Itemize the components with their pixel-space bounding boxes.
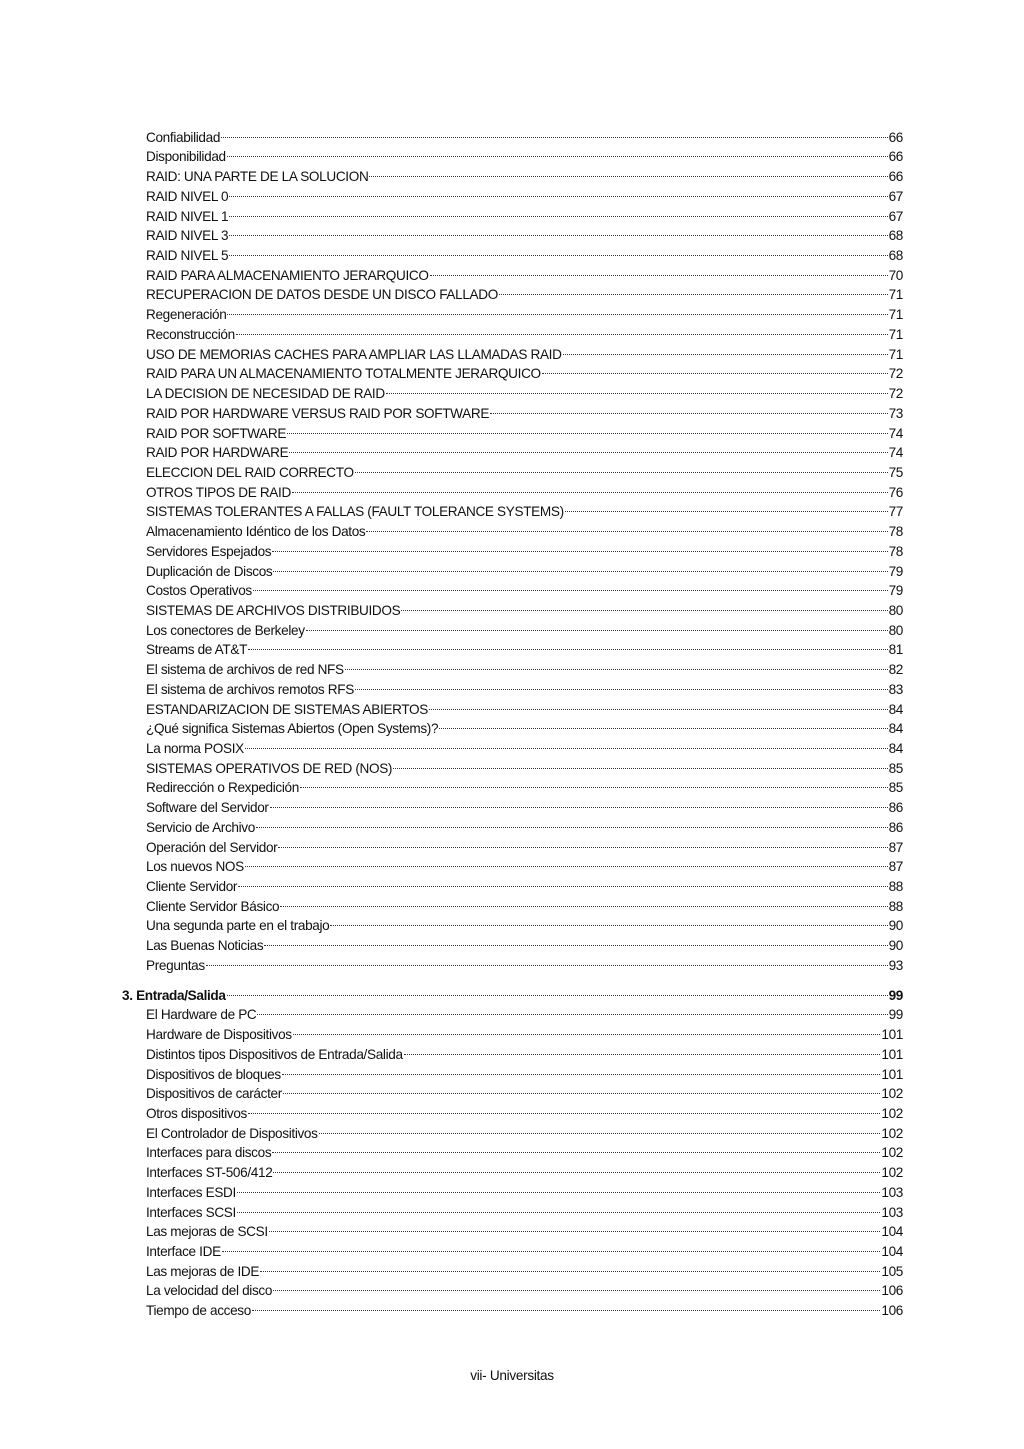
toc-entry-title: ESTANDARIZACION DE SISTEMAS ABIERTOS	[146, 701, 428, 717]
toc-entry-title: Preguntas	[146, 957, 205, 973]
toc-entry-title: LA DECISION DE NECESIDAD DE RAID	[146, 386, 385, 402]
toc-entry-title: Otros dispositivos	[146, 1105, 247, 1121]
toc-leader-dots	[245, 852, 888, 872]
toc-leader-dots	[270, 792, 888, 812]
toc-leader-dots	[236, 319, 888, 339]
toc-entry[interactable]	[0, 773, 903, 796]
toc-leader-dots	[278, 832, 887, 852]
toc-entry-title: Hardware de Dispositivos	[146, 1027, 292, 1043]
toc-entry-title: Tiempo de acceso	[146, 1303, 251, 1319]
toc-entry-page: 81	[888, 642, 903, 658]
toc-entry-title: RAID NIVEL 3	[146, 228, 229, 244]
toc-leader-dots	[229, 240, 887, 260]
toc-leader-dots	[300, 773, 888, 793]
toc-entry-title: Cliente Servidor	[146, 879, 238, 895]
toc-leader-dots	[260, 1256, 880, 1276]
toc-entry-page: 106	[881, 1283, 903, 1299]
toc-entry-title: RAID NIVEL 0	[146, 188, 229, 204]
toc-leader-dots	[227, 142, 888, 162]
toc-leader-dots	[542, 359, 888, 379]
toc-leader-dots	[386, 378, 888, 398]
toc-entry-title: Las Buenas Noticias	[146, 938, 264, 954]
toc-leader-dots	[330, 911, 887, 931]
page-footer: vii- Universitas	[470, 1368, 554, 1383]
toc-entry-title: ¿Qué significa Sistemas Abiertos (Open Systems)?	[146, 721, 439, 737]
toc-leader-dots	[229, 181, 887, 201]
toc-leader-dots	[238, 871, 887, 891]
toc-entry-page: 93	[888, 957, 903, 973]
toc-entry-title: RAID POR HARDWARE VERSUS RAID POR SOFTWARE	[146, 405, 490, 421]
toc-entry-page: 84	[888, 741, 903, 756]
toc-entry[interactable]	[0, 733, 903, 756]
toc-entry-page: 101	[881, 1027, 903, 1043]
toc-leader-dots	[269, 1217, 881, 1237]
toc-entry-title: Los nuevos NOS	[146, 859, 244, 875]
toc-entry[interactable]	[0, 615, 903, 638]
toc-entry-title: USO DE MEMORIAS CACHES PARA AMPLIAR LAS LLAMADAS RAID	[146, 346, 562, 362]
toc-entry-title: Reconstrucción	[146, 326, 235, 342]
toc-entry[interactable]	[0, 1079, 903, 1102]
toc-entry[interactable]	[0, 1276, 903, 1299]
toc-entry-title: ELECCION DEL RAID CORRECTO	[146, 464, 354, 480]
toc-entry[interactable]	[0, 1177, 903, 1200]
toc-entry[interactable]	[0, 1217, 903, 1240]
toc-leader-dots	[292, 477, 888, 497]
toc-entry[interactable]	[0, 339, 903, 362]
toc-leader-dots	[369, 161, 887, 181]
toc-leader-dots	[252, 1295, 880, 1315]
toc-entry[interactable]	[0, 1138, 903, 1161]
toc-leader-dots	[272, 1138, 880, 1158]
toc-entry-page: 71	[888, 346, 903, 362]
toc-entry-page: 84	[888, 701, 903, 717]
toc-entry-title: SISTEMAS OPERATIVOS DE RED (NOS)	[146, 760, 393, 776]
toc-entry[interactable]	[0, 398, 903, 421]
toc-entry[interactable]	[0, 221, 903, 244]
toc-entry-title: Confiabilidad	[146, 129, 221, 145]
toc-entry-title: RAID POR SOFTWARE	[146, 425, 287, 441]
toc-entry[interactable]	[0, 852, 903, 875]
toc-entry-title: La norma POSIX	[146, 741, 244, 756]
toc-leader-dots	[430, 260, 888, 280]
toc-entry[interactable]	[0, 477, 903, 500]
toc-entry-title: Interfaces ST-506/412	[146, 1165, 273, 1181]
toc-leader-dots	[345, 654, 888, 674]
toc-entry-page: 90	[888, 938, 903, 954]
toc-entry-title: RAID PARA UN ALMACENAMIENTO TOTALMENTE JERARQUICO	[146, 366, 541, 382]
toc-leader-dots	[245, 733, 888, 753]
toc-leader-dots	[289, 438, 887, 458]
toc-entry-title: OTROS TIPOS DE RAID	[146, 484, 291, 500]
toc-leader-dots	[287, 418, 888, 438]
toc-leader-dots	[366, 516, 887, 536]
toc-leader-dots	[273, 1276, 880, 1296]
toc-entry[interactable]	[0, 457, 903, 480]
toc-leader-dots	[393, 753, 887, 773]
toc-entry-title: Las mejoras de SCSI	[146, 1224, 268, 1240]
toc-leader-dots	[256, 812, 888, 832]
toc-entry[interactable]	[0, 516, 903, 540]
toc-entry-page: 77	[888, 504, 903, 520]
toc-entry-page: 85	[888, 760, 903, 776]
toc-leader-dots	[222, 1236, 881, 1256]
toc-entry-title: Software del Servidor	[146, 800, 269, 816]
toc-entry-page: 79	[888, 563, 903, 579]
toc-entry-page: 90	[888, 918, 903, 934]
toc-entry-title: Los conectores de Berkeley	[146, 622, 305, 638]
toc-entry-page: 67	[888, 188, 903, 204]
toc-entry-title: RECUPERACION DE DATOS DESDE UN DISCO FALLADO	[146, 287, 498, 303]
toc-entry-title: Las mejoras de IDE	[146, 1263, 260, 1279]
toc-entry-page: 76	[888, 484, 903, 500]
toc-entry-title: Dispositivos de bloques	[146, 1066, 281, 1082]
toc-entry[interactable]	[0, 378, 903, 402]
toc-entry-title: Dispositivos de carácter	[146, 1086, 282, 1102]
toc-entry[interactable]	[0, 1197, 903, 1220]
toc-entry[interactable]	[0, 201, 903, 224]
toc-entry[interactable]	[0, 1000, 903, 1023]
toc-entry-page: 79	[888, 583, 903, 599]
toc-entry-title: RAID POR HARDWARE	[146, 445, 289, 461]
toc-entry-page: 83	[888, 681, 903, 697]
toc-entry-title: Interfaces para discos	[146, 1145, 272, 1161]
toc-entry[interactable]	[0, 536, 903, 559]
toc-entry[interactable]	[0, 161, 903, 185]
toc-entry-page: 80	[888, 602, 903, 618]
toc-entry-page: 105	[881, 1263, 903, 1279]
toc-leader-dots	[206, 950, 888, 970]
toc-entry-page: 103	[881, 1204, 903, 1220]
toc-entry-page: 88	[888, 879, 903, 895]
toc-leader-dots	[429, 694, 888, 714]
toc-chapter-entry[interactable]	[0, 980, 903, 1003]
toc-chapter-title: 3. Entrada/Salida	[122, 987, 226, 1003]
toc-leader-dots	[490, 398, 888, 418]
toc-entry-page: 88	[888, 898, 903, 914]
toc-entry-title: Operación del Servidor	[146, 839, 278, 855]
toc-entry-title: Interfaces ESDI	[146, 1184, 236, 1200]
toc-entry-title: Duplicación de Discos	[146, 563, 273, 579]
toc-entry-page: 74	[888, 425, 903, 441]
toc-entry-page: 99	[888, 1007, 903, 1023]
toc-entry-title: RAID NIVEL 5	[146, 248, 229, 264]
toc-entry[interactable]	[0, 595, 903, 618]
toc-entry[interactable]	[0, 911, 903, 934]
toc-entry[interactable]	[0, 1157, 903, 1181]
toc-entry-title: Servicio de Archivo	[146, 819, 255, 835]
toc-leader-dots	[257, 1000, 887, 1020]
toc-entry-title: El sistema de archivos remotos RFS	[146, 681, 354, 697]
toc-entry-title: SISTEMAS DE ARCHIVOS DISTRIBUIDOS	[146, 602, 401, 618]
toc-entry-page: 80	[888, 622, 903, 638]
toc-entry-page: 87	[888, 839, 903, 855]
toc-entry-page: 84	[888, 721, 903, 737]
toc-entry-page: 104	[881, 1243, 903, 1259]
toc-entry-page: 102	[881, 1105, 903, 1121]
toc-entry-title: Distintos tipos Dispositivos de Entrada/Salida	[146, 1046, 403, 1062]
toc-entry[interactable]	[0, 714, 903, 737]
toc-leader-dots	[283, 1079, 880, 1099]
toc-entry-title: Cliente Servidor Básico	[146, 898, 280, 914]
toc-leader-dots	[319, 1118, 881, 1138]
table-of-contents	[0, 122, 1024, 1319]
toc-entry[interactable]	[0, 260, 903, 283]
toc-entry-page: 74	[888, 445, 903, 461]
toc-entry[interactable]	[0, 1118, 903, 1141]
toc-entry-page: 66	[888, 169, 903, 185]
toc-entry[interactable]	[0, 1019, 903, 1043]
toc-entry-title: El Hardware de PC	[146, 1007, 257, 1023]
toc-leader-dots	[248, 635, 888, 655]
toc-entry-title: Redirección o Rexpedición	[146, 780, 299, 796]
toc-entry[interactable]	[0, 674, 903, 697]
toc-leader-dots	[563, 339, 888, 359]
toc-leader-dots	[229, 201, 887, 221]
toc-entry[interactable]	[0, 142, 903, 165]
toc-entry-page: 66	[888, 129, 903, 145]
toc-chapter-page: 99	[888, 987, 903, 1003]
toc-entry[interactable]	[0, 891, 903, 914]
toc-entry-title: El Controlador de Dispositivos	[146, 1125, 318, 1141]
toc-entry-title: Disponibilidad	[146, 149, 226, 165]
toc-entry-page: 67	[888, 208, 903, 224]
toc-leader-dots	[253, 576, 888, 596]
toc-leader-dots	[282, 1059, 881, 1079]
toc-entry-title: Interfaces SCSI	[146, 1204, 236, 1220]
toc-entry-page: 78	[888, 543, 903, 559]
toc-leader-dots	[293, 1019, 881, 1039]
toc-entry[interactable]	[0, 694, 903, 717]
toc-leader-dots	[306, 615, 888, 635]
toc-section-list	[0, 122, 1024, 973]
toc-entry-title: Regeneración	[146, 307, 227, 323]
toc-entry-title: Streams de AT&T	[146, 642, 248, 658]
toc-entry[interactable]	[0, 240, 903, 264]
toc-entry-page: 71	[888, 326, 903, 342]
toc-leader-dots	[237, 1197, 880, 1217]
toc-entry-page: 106	[881, 1303, 903, 1319]
toc-entry-page: 102	[881, 1165, 903, 1181]
toc-entry[interactable]	[0, 438, 903, 461]
toc-entry-title: El sistema de archivos de red NFS	[146, 662, 344, 678]
toc-entry-page: 102	[881, 1125, 903, 1141]
toc-entry[interactable]	[0, 280, 903, 303]
toc-leader-dots	[227, 980, 888, 1000]
toc-entry[interactable]	[0, 832, 903, 855]
toc-leader-dots	[227, 299, 887, 319]
toc-entry-title: RAID PARA ALMACENAMIENTO JERARQUICO	[146, 267, 429, 283]
toc-entry-page: 66	[888, 149, 903, 165]
toc-leader-dots	[221, 122, 888, 142]
toc-entry[interactable]	[0, 753, 903, 776]
toc-entry[interactable]	[0, 556, 903, 579]
toc-entry-page: 68	[888, 248, 903, 264]
toc-entry-page: 87	[888, 859, 903, 875]
toc-entry[interactable]	[0, 576, 903, 599]
toc-entry[interactable]	[0, 181, 903, 204]
toc-entry[interactable]	[0, 930, 903, 954]
toc-entry-page: 102	[881, 1145, 903, 1161]
toc-leader-dots	[404, 1039, 881, 1059]
toc-entry-title: La velocidad del disco	[146, 1283, 273, 1299]
toc-entry[interactable]	[0, 950, 903, 973]
toc-entry-title: Una segunda parte en el trabajo	[146, 918, 330, 934]
toc-entry[interactable]	[0, 319, 903, 342]
toc-leader-dots	[272, 536, 887, 556]
toc-entry[interactable]	[0, 122, 903, 145]
toc-leader-dots	[565, 497, 888, 517]
toc-entry-title: Interface IDE	[146, 1243, 221, 1259]
toc-chapter-section-list	[0, 1000, 1024, 1319]
toc-entry[interactable]	[0, 792, 903, 816]
toc-entry[interactable]	[0, 635, 903, 658]
toc-entry[interactable]	[0, 359, 903, 382]
toc-entry[interactable]	[0, 654, 903, 678]
toc-entry[interactable]	[0, 299, 903, 323]
toc-entry[interactable]	[0, 871, 903, 895]
toc-entry[interactable]	[0, 1059, 903, 1082]
toc-entry[interactable]	[0, 812, 903, 835]
toc-entry-title: SISTEMAS TOLERANTES A FALLAS (FAULT TOLERANCE SYSTEMS)	[146, 504, 564, 520]
toc-entry-page: 85	[888, 780, 903, 796]
toc-leader-dots	[355, 674, 888, 694]
toc-entry-title: Costos Operativos	[146, 583, 252, 599]
toc-entry-page: 72	[888, 386, 903, 402]
toc-entry-page: 103	[881, 1184, 903, 1200]
toc-entry-page: 104	[881, 1224, 903, 1240]
toc-leader-dots	[273, 556, 887, 576]
toc-entry[interactable]	[0, 1256, 903, 1279]
toc-entry-page: 75	[888, 464, 903, 480]
toc-entry-page: 101	[881, 1046, 903, 1062]
toc-entry-page: 73	[888, 405, 903, 421]
toc-entry[interactable]	[0, 1295, 903, 1319]
toc-entry[interactable]	[0, 1039, 903, 1062]
toc-entry-page: 86	[888, 800, 903, 816]
toc-entry-page: 86	[888, 819, 903, 835]
toc-leader-dots	[264, 930, 887, 950]
toc-leader-dots	[401, 595, 887, 615]
toc-leader-dots	[280, 891, 887, 911]
toc-leader-dots	[355, 457, 888, 477]
toc-entry-page: 70	[888, 267, 903, 283]
toc-entry-title: Almacenamiento Idéntico de los Datos	[146, 524, 366, 540]
toc-leader-dots	[273, 1157, 880, 1177]
toc-entry-title: RAID: UNA PARTE DE LA SOLUCION	[146, 169, 369, 185]
toc-entry-title: RAID NIVEL 1	[146, 208, 229, 224]
toc-entry-page: 68	[888, 228, 903, 244]
toc-entry[interactable]	[0, 497, 903, 520]
toc-entry-page: 102	[881, 1086, 903, 1102]
toc-leader-dots	[237, 1177, 880, 1197]
toc-leader-dots	[229, 221, 887, 241]
toc-entry-page: 101	[881, 1066, 903, 1082]
toc-leader-dots	[499, 280, 888, 300]
toc-leader-dots	[248, 1098, 880, 1118]
toc-entry-title: Servidores Espejados	[146, 543, 272, 559]
toc-entry-page: 78	[888, 524, 903, 540]
toc-entry[interactable]	[0, 418, 903, 441]
toc-entry[interactable]	[0, 1098, 903, 1121]
toc-entry-page: 71	[888, 307, 903, 323]
toc-entry-page: 71	[888, 287, 903, 303]
toc-entry[interactable]	[0, 1236, 903, 1259]
toc-entry-page: 72	[888, 366, 903, 382]
toc-leader-dots	[439, 714, 887, 734]
toc-entry-page: 82	[888, 662, 903, 678]
